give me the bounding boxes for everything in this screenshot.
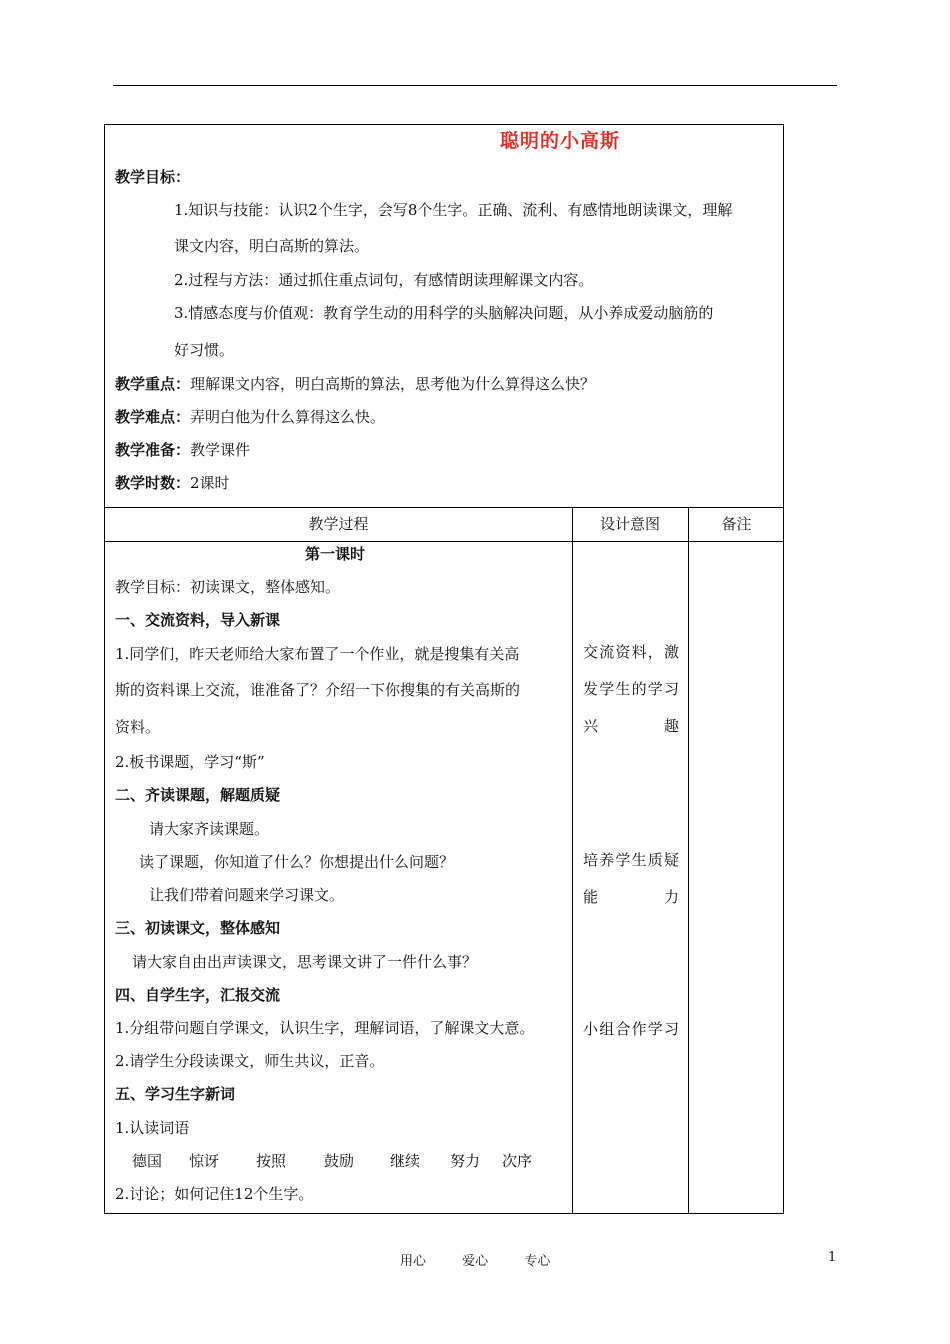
lesson-plan-table: [104, 124, 784, 1214]
objective-line: 课文内容，明白高斯的算法。: [174, 237, 370, 255]
header-rule: [113, 85, 837, 86]
process-line: 请大家齐读课题。: [149, 820, 270, 838]
key-points-text: 理解课文内容，明白高斯的算法，思考他为什么算得这么快？: [190, 375, 596, 393]
process-line: 1.认读词语: [115, 1119, 190, 1137]
vocab-word: 努力: [450, 1152, 481, 1170]
section-heading: 二、齐读课题，解题质疑: [115, 786, 281, 804]
table-divider: [105, 541, 783, 542]
lesson-goal: 教学目标：初读课文，整体感知。: [115, 578, 341, 596]
key-points-label: 教学重点：: [115, 375, 191, 393]
vocab-word: 德国: [132, 1152, 163, 1170]
process-line: 2.请学生分段读课文，师生共议，正音。: [115, 1052, 385, 1070]
preparation-text: 教学课件: [190, 441, 251, 459]
page-footer: [400, 1250, 566, 1269]
column-header-process: 教学过程: [308, 515, 369, 533]
vocab-word: 继续: [390, 1152, 421, 1170]
process-line: 读了课题，你知道了什么？你想提出什么问题？: [139, 853, 455, 871]
hours: [115, 472, 230, 493]
difficulty-label: 教学难点：: [115, 408, 191, 426]
document-title: 聪明的小高斯: [500, 130, 621, 152]
design-intent: 培养学生质疑能力: [583, 851, 679, 906]
process-line: 2.板书课题，学习“斯”: [115, 753, 265, 771]
hours-label: 教学时数：: [115, 474, 191, 492]
lesson-title: 第一课时: [305, 545, 366, 563]
section-heading: 四、自学生字，汇报交流: [115, 986, 281, 1004]
design-intent: 交流资料，激发学生的学习兴趣: [583, 643, 679, 735]
process-line: 让我们带着问题来学习课文。: [149, 886, 345, 904]
vocab-word: 次序: [502, 1152, 533, 1170]
footer-item: 用心: [400, 1254, 427, 1269]
difficulty: [115, 406, 385, 427]
footer-item: 专心: [524, 1254, 551, 1269]
objectives-heading: 教学目标：: [115, 168, 191, 186]
section-heading: 五、学习生字新词: [115, 1085, 236, 1103]
vocab-word: 惊讶: [189, 1152, 220, 1170]
column-header-notes: 备注: [721, 515, 752, 533]
key-points: [115, 373, 595, 394]
design-intent: 小组合作学习: [583, 1020, 679, 1038]
process-line: 资料。: [115, 718, 161, 736]
objective-line: 2.过程与方法：通过抓住重点词句，有感情朗读理解课文内容。: [174, 271, 594, 289]
section-heading: 三、初读课文，整体感知: [115, 919, 281, 937]
process-line: 请大家自由出声读课文，思考课文讲了一件什么事？: [132, 953, 478, 971]
preparation-label: 教学准备：: [115, 441, 191, 459]
vocab-word: 鼓励: [324, 1152, 355, 1170]
process-line: 1.分组带问题自学课文，认识生字，理解词语，了解课文大意。: [115, 1019, 535, 1037]
vocab-word: 按照: [256, 1152, 287, 1170]
column-divider: [572, 507, 573, 1213]
objective-line: 1.知识与技能：认识2个生字，会写8个生字。正确、流利、有感情地朗读课文，理解: [174, 201, 733, 219]
footer-item: 爱心: [462, 1254, 489, 1269]
column-divider: [688, 507, 689, 1213]
hours-text: 2课时: [190, 474, 230, 492]
page-number: 1: [828, 1250, 837, 1265]
process-line: 1.同学们，昨天老师给大家布置了一个作业，就是搜集有关高: [115, 645, 520, 663]
difficulty-text: 弄明白他为什么算得这么快。: [190, 408, 386, 426]
plan-header-cell: [105, 125, 783, 507]
process-line: 2.讨论；如何记住12个生字。: [115, 1185, 314, 1203]
preparation: [115, 439, 250, 460]
column-header-intent: 设计意图: [599, 515, 660, 533]
process-line: 斯的资料课上交流，谁准备了？介绍一下你搜集的有关高斯的: [115, 681, 521, 699]
objective-line: 好习惯。: [174, 341, 235, 359]
section-heading: 一、交流资料，导入新课: [115, 611, 281, 629]
objective-line: 3.情感态度与价值观：教育学生动的用科学的头脑解决问题，从小养成爱动脑筋的: [174, 304, 714, 322]
